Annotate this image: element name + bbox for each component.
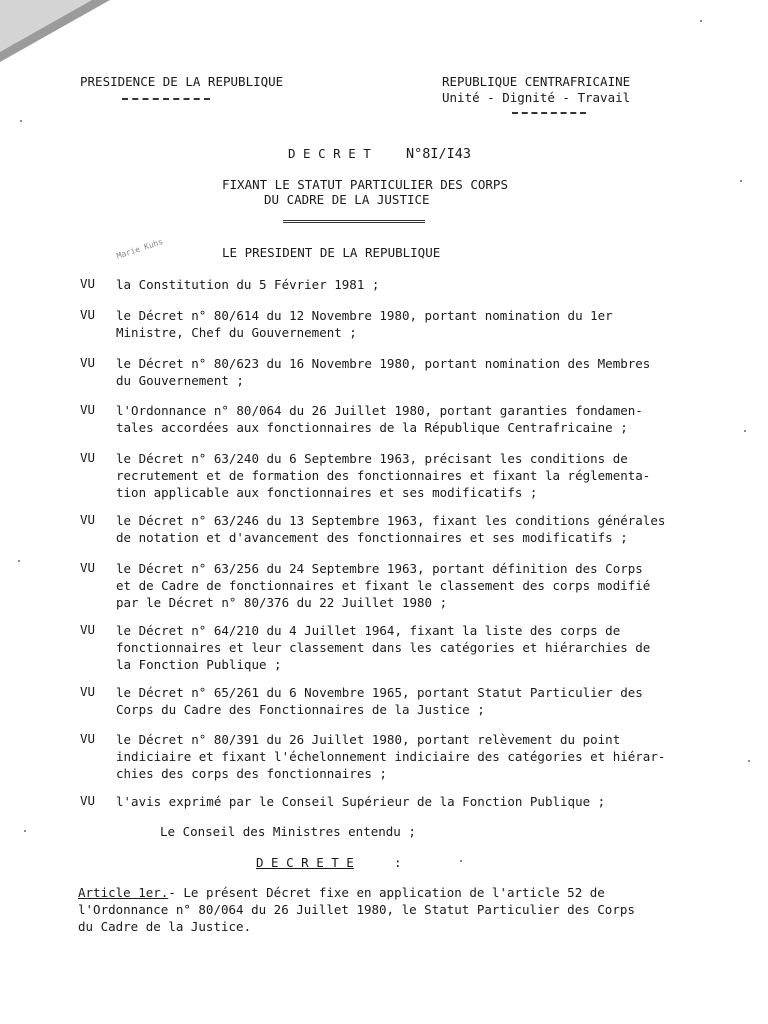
decrete-heading: D E C R E T E (256, 855, 354, 870)
article-1-line-1-text: - Le présent Décret fixe en application de l'article 52 de (168, 885, 605, 900)
vu-item-line: la Constitution du 5 Février 1981 ; (116, 277, 380, 292)
vu-item-line: chies des corps des fonctionnaires ; (116, 766, 387, 781)
vu-label: VU (80, 731, 96, 746)
vu-item-line: le Décret n° 80/614 du 12 Novembre 1980, portant nomination du 1er (116, 308, 613, 323)
vu-label: VU (80, 793, 96, 808)
vu-item-line: et de Cadre de fonctionnaires et fixant le classement des corps modifié (116, 578, 651, 593)
vu-item-line: indiciaire et fixant l'échelonnement indiciaire des catégories et hiérar- (116, 749, 666, 764)
decree-subject-line-2: DU CADRE DE LA JUSTICE (264, 192, 430, 207)
header-left-ornament (122, 98, 210, 100)
scan-speck (744, 430, 746, 432)
vu-label: VU (80, 307, 96, 322)
vu-item-8 (116, 622, 650, 673)
vu-label: VU (80, 276, 96, 291)
vu-item-10 (116, 731, 665, 782)
vu-item-line: l'avis exprimé par le Conseil Supérieur de la Fonction Publique ; (116, 794, 606, 809)
vu-item-1 (116, 276, 379, 293)
vu-label: VU (80, 402, 96, 417)
stamp-text: Marie Kuhs (115, 237, 165, 261)
header-motto: Unité - Dignité - Travail (442, 90, 631, 105)
vu-label: VU (80, 355, 96, 370)
vu-label: VU (80, 450, 96, 465)
vu-item-9 (116, 684, 643, 718)
vu-label: VU (80, 512, 96, 527)
article-1-line-3: du Cadre de la Justice. (78, 919, 252, 934)
decree-number: N°8I/I43 (406, 146, 472, 162)
decree-title: D E C R E T (288, 146, 371, 161)
vu-label: VU (80, 560, 96, 575)
vu-item-5 (116, 450, 650, 501)
scan-speck (18, 560, 20, 562)
article-1-line-1 (78, 885, 605, 900)
conseil-statement: Le Conseil des Ministres entendu ; (160, 824, 416, 839)
scan-speck (24, 830, 26, 832)
vu-item-line: Corps du Cadre des Fonctionnaires de la Justice ; (116, 702, 485, 717)
vu-item-4 (116, 402, 643, 436)
scan-speck (20, 120, 22, 122)
vu-item-6 (116, 512, 665, 546)
vu-item-line: la Fonction Publique ; (116, 657, 282, 672)
vu-label: VU (80, 684, 96, 699)
decrete-colon: : (394, 855, 402, 870)
vu-item-line: de notation et d'avancement des fonctionnaires et ses modificatifs ; (116, 530, 628, 545)
article-1-line-2: l'Ordonnance n° 80/064 du 26 Juillet 1980, le Statut Particulier des Corps (78, 902, 635, 917)
vu-item-line: tales accordées aux fonctionnaires de la République Centrafricaine ; (116, 420, 628, 435)
faded-stamp (115, 225, 206, 280)
header-right-title: REPUBLIQUE CENTRAFRICAINE (442, 74, 631, 89)
president-heading: LE PRESIDENT DE LA REPUBLIQUE (222, 245, 441, 260)
vu-item-line: le Décret n° 64/210 du 4 Juillet 1964, fixant la liste des corps de (116, 623, 621, 638)
scan-speck (740, 180, 742, 182)
vu-item-3 (116, 355, 650, 389)
vu-item-line: le Décret n° 80/623 du 16 Novembre 1980, portant nomination des Membres (116, 356, 651, 371)
vu-label: VU (80, 622, 96, 637)
vu-item-7 (116, 560, 650, 611)
decree-subject-line-1: FIXANT LE STATUT PARTICULIER DES CORPS (222, 177, 508, 192)
vu-item-line: par le Décret n° 80/376 du 22 Juillet 1980 ; (116, 595, 448, 610)
vu-item-line: le Décret n° 63/240 du 6 Septembre 1963, précisant les conditions de (116, 451, 628, 466)
scan-speck (460, 860, 462, 862)
scan-speck (748, 760, 750, 762)
vu-item-line: le Décret n° 63/246 du 13 Septembre 1963, fixant les conditions générales (116, 513, 666, 528)
article-1-label: Article 1er. (78, 885, 169, 900)
scan-speck (700, 20, 702, 22)
subject-ornament (283, 220, 425, 223)
vu-item-line: recrutement et de formation des fonctionnaires et fixant la réglementa- (116, 468, 651, 483)
vu-item-line: fonctionnaires et leur classement dans les catégories et hiérarchies de (116, 640, 651, 655)
vu-item-line: l'Ordonnance n° 80/064 du 26 Juillet 1980, portant garanties fondamen- (116, 403, 643, 418)
header-right-ornament (512, 112, 586, 114)
vu-item-11 (116, 793, 605, 810)
vu-item-2 (116, 307, 613, 341)
vu-item-line: Ministre, Chef du Gouvernement ; (116, 325, 357, 340)
vu-item-line: du Gouvernement ; (116, 373, 244, 388)
header-left-title: PRESIDENCE DE LA REPUBLIQUE (80, 74, 284, 89)
vu-item-line: le Décret n° 80/391 du 26 Juillet 1980, portant relèvement du point (116, 732, 621, 747)
folded-page-corner-inner (0, 0, 92, 52)
vu-item-line: le Décret n° 63/256 du 24 Septembre 1963, portant définition des Corps (116, 561, 643, 576)
vu-item-line: tion applicable aux fonctionnaires et ses modificatifs ; (116, 485, 538, 500)
vu-item-line: le Décret n° 65/261 du 6 Novembre 1965, portant Statut Particulier des (116, 685, 643, 700)
